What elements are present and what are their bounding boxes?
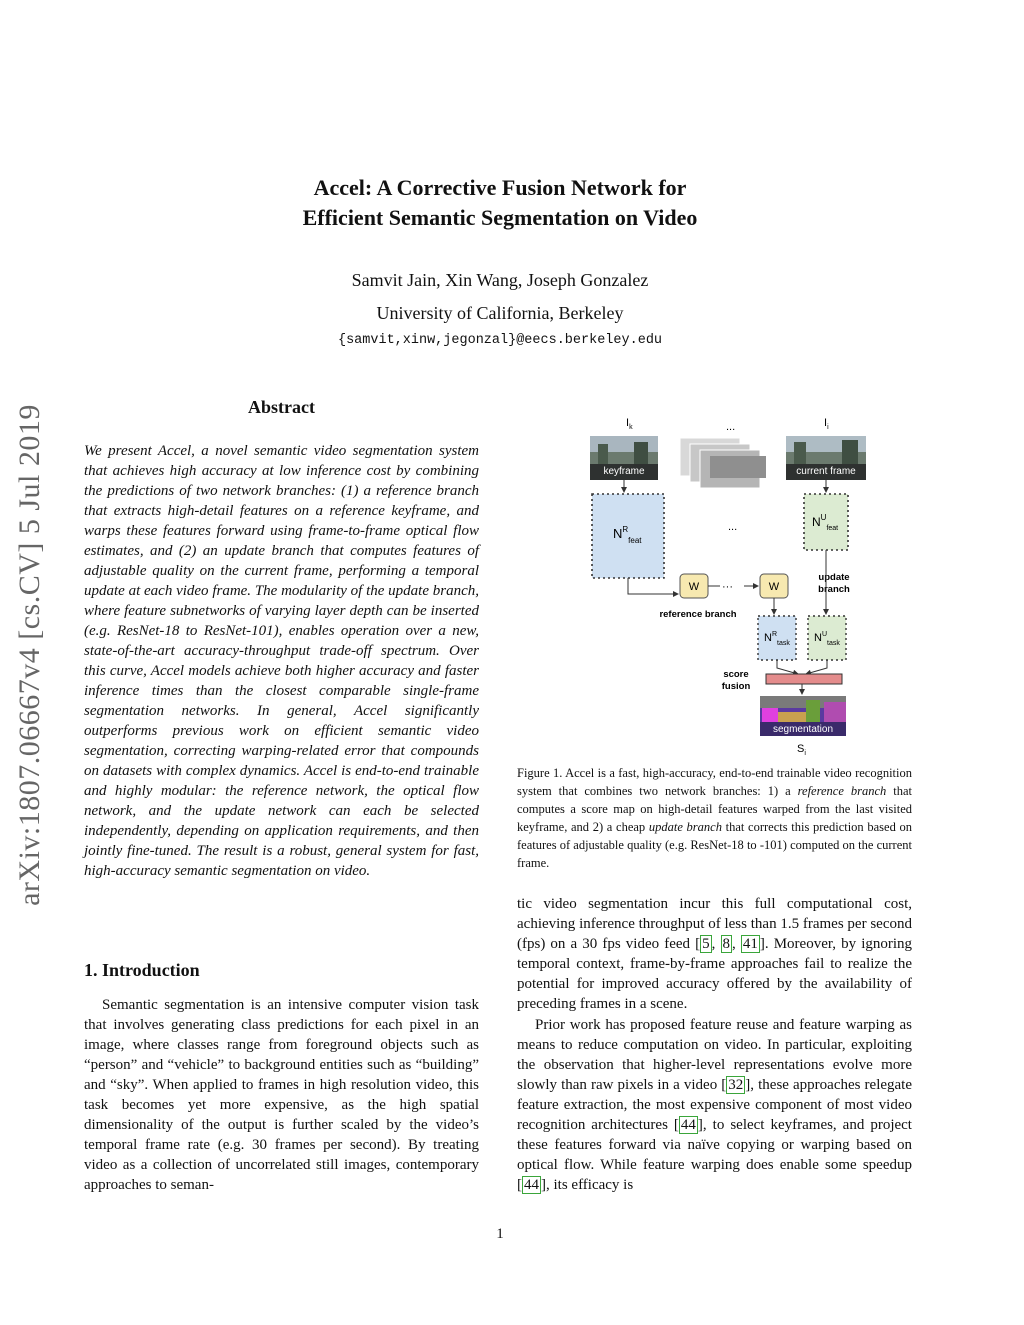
- authors: Samvit Jain, Xin Wang, Joseph Gonzalez: [351, 270, 649, 290]
- update-branch-label-1: update: [818, 572, 850, 583]
- citation-link[interactable]: 41: [742, 936, 758, 952]
- abstract-text: We present Accel, a novel semantic video segmentation system that achieves high accuracy at low inference cost by combining the predictions of two network branches: (1) a reference branch that extracts high-detail features on a reference keyframe, and warps these features forward using frame-to-frame optical flow estimates, and (2) an update branch that computes features of adjustable quality on the current frame, performing a temporal update at each video frame. The modularity of the update branch, where feature subnetworks of varying layer depth can be inserted (e.g. ResNet-18 to ResNet-101), enables operation over a new, state-of-the-art accuracy-throughput trade-off spectrum. Over this curve, Accel models achieve both higher accuracy and faster inference times than the closest comparable single-frame segmentation networks. In general, Accel significantly outperforms previous work on efficient semantic video segmentation, correcting warping-related error that compounds on datasets with complex dynamics. Accel is end-to-end trainable and highly modular: the reference network, the optical flow network, and the update network can each be selected independently, depending on application requirements, and then jointly fine-tuned. The result is a robust, general system for fast, high-accuracy semantic segmentation on video.: [84, 443, 479, 879]
- score-fusion-label-1: score: [723, 669, 749, 680]
- label-n-feat-u: $N^U_{feat}$: [812, 513, 839, 532]
- label-n-task-r: $N^R_{task}$: [764, 631, 790, 647]
- intermediate-frames: [680, 438, 766, 488]
- section-heading-introduction: 1. Introduction: [84, 960, 200, 980]
- paper-title-line1: Accel: A Corrective Fusion Network for: [313, 175, 687, 200]
- citation-link[interactable]: 5: [702, 936, 710, 952]
- citation-link[interactable]: 44: [680, 1117, 696, 1133]
- label-si: $S_i$: [797, 743, 806, 757]
- segmentation-label: segmentation: [772, 724, 834, 735]
- keyframe-label: keyframe: [603, 466, 645, 477]
- citation-link[interactable]: 8: [722, 936, 730, 952]
- score-fusion-bar: [766, 674, 842, 684]
- citation-link[interactable]: 44: [524, 1177, 539, 1193]
- paper-title-line2: Efficient Semantic Segmentation on Video: [302, 205, 698, 230]
- label-n-task-u: $N^U_{task}$: [814, 631, 840, 647]
- warp-1-label: W: [688, 581, 700, 593]
- warp-2-label: W: [768, 581, 780, 593]
- label-n-feat-r: $N^R_{feat}$: [613, 525, 642, 545]
- intro-paragraph-1: Semantic segmentation is an intensive computer vision task that involves generating class predictions for each pixel in an image, where classes range from foreground objects such as “person” and “vehicle” to background entities such as “building” and “sky”. When applied to frames in high resolution video, this task becomes yet more expensive, as the high spatial dimensionality of the output is further scaled by the video’s temporal frame rate (e.g. 30 frames per second). By treating video as a collection of uncorrelated still images, contemporary approaches to seman-: [84, 997, 479, 1193]
- dots-w: ···: [722, 581, 733, 593]
- citation-link[interactable]: 32: [728, 1077, 744, 1093]
- label-ik: $I_k$: [626, 417, 633, 431]
- dots-mid: ...: [728, 521, 738, 533]
- abstract-heading: Abstract: [248, 397, 315, 417]
- update-branch-label-2: branch: [818, 584, 850, 595]
- score-fusion-label-2: fusion: [721, 681, 751, 692]
- current-frame-label: current frame: [796, 466, 856, 477]
- email: {samvit,xinw,jegonzal}@eecs.berkeley.edu: [337, 333, 663, 348]
- reference-branch-label: reference branch: [659, 609, 737, 620]
- dots-top: ...: [726, 421, 736, 433]
- label-ii: $I_i$: [824, 417, 829, 431]
- page-number: 1: [496, 1226, 504, 1242]
- arxiv-side-label: arXiv:1807.06667v4 [cs.CV] 5 Jul 2019: [13, 404, 46, 906]
- column2-paragraph-2: Prior work has proposed feature reuse and feature warping as means to reduce computation on video. In particular, exploiting the observation that higher-level representations evolve more slowly than raw pixels in a video [ 32 ], these approaches relegate feature extraction, the most expensive component of most video recognition architectures [ 44 ], to select keyframes, and project these features forward via naïve copying or warping based on optical flow. While feature warping does enable some speedup [ 44 ], its efficacy is: [517, 1017, 912, 1193]
- column2-paragraph-1: tic video segmentation incur this full computational cost, achieving inference throughput of less than 1.5 frames per second (fps) on a 30 fps video feed [ 5 , 8 , 41 ]. Moreover, by ignoring temporal context, frame-by-frame approaches fail to realize the potential for improved accuracy offered by the availability of preceding frames in a scene.: [517, 896, 913, 1012]
- figure-1-caption: Figure 1. Accel is a fast, high-accuracy, end-to-end trainable video recognition system that combines two network branches: 1) a reference branch that computes a score map on high-detail features warped from the last visited keyframe, and 2) a cheap update branch that corrects this prediction based on features of adjustable quality (e.g. ResNet-18 to -101) computed on the current frame.: [517, 766, 912, 870]
- figure-1-diagram: [580, 412, 870, 757]
- affiliation: University of California, Berkeley: [376, 303, 624, 323]
- update-feature-network: [804, 494, 848, 550]
